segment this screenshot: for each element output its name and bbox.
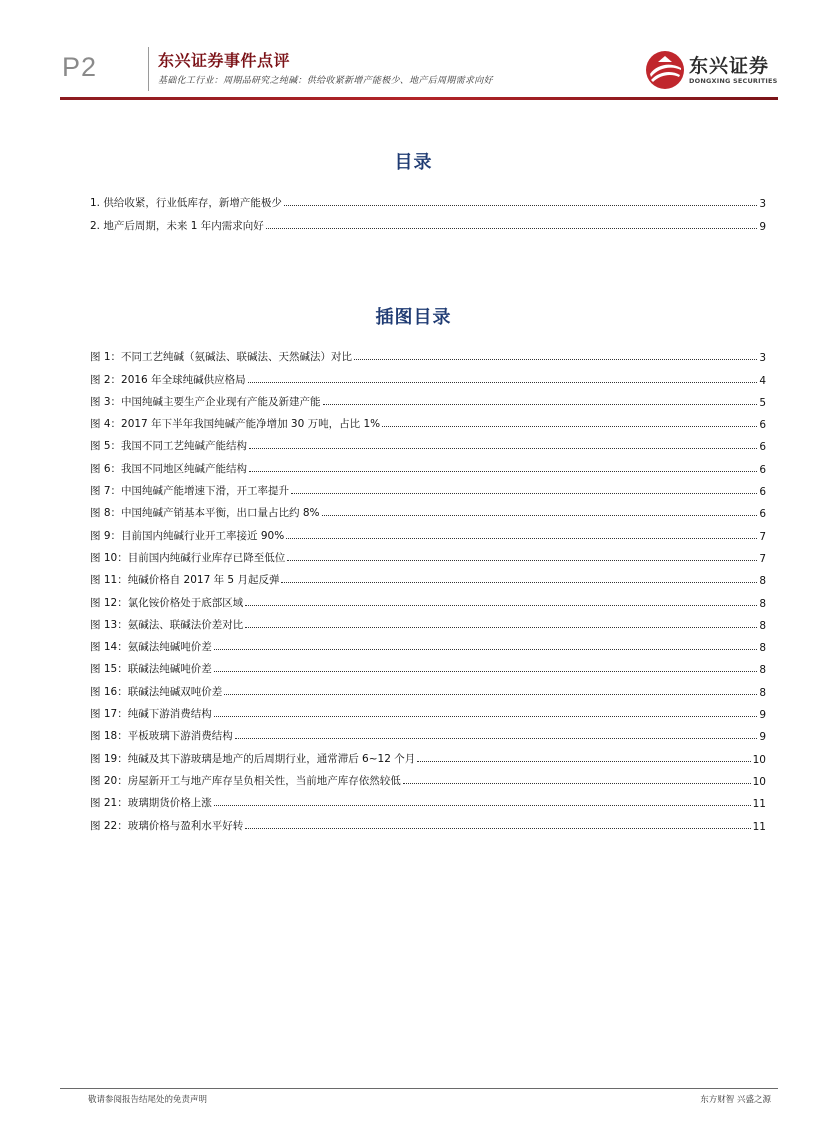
dot-leader xyxy=(245,605,757,606)
figure-entry-label: 图 16：联碱法纯碱双吨价差 xyxy=(90,685,223,698)
figure-entry-page: 5 xyxy=(759,396,766,409)
figure-entry[interactable] xyxy=(90,342,766,364)
figure-entry-page: 6 xyxy=(759,419,766,432)
dot-leader xyxy=(417,761,750,762)
figure-entry-label: 图 4：2017 年下半年我国纯碱产能净增加 30 万吨，占比 1% xyxy=(90,418,381,431)
figure-entry-label: 图 1：不同工艺纯碱（氨碱法、联碱法、天然碱法）对比 xyxy=(90,351,353,364)
dot-leader xyxy=(214,805,751,806)
figure-entry[interactable] xyxy=(90,453,766,475)
figure-entry-page: 6 xyxy=(759,463,766,476)
figure-entry-page: 8 xyxy=(759,597,766,610)
figure-entry-label: 图 20：房屋新开工与地产库存呈负相关性，当前地产库存依然较低 xyxy=(90,774,401,787)
dot-leader xyxy=(249,471,757,472)
figure-entry-label: 图 5：我国不同工艺纯碱产能结构 xyxy=(90,440,248,453)
toc-entry-page: 3 xyxy=(759,198,766,211)
toc-entry-label: 2. 地产后周期，未来 1 年内需求向好 xyxy=(90,219,264,232)
logo-text-cn: 东兴证券 xyxy=(689,55,770,77)
figure-entry-label: 图 22：玻璃价格与盈利水平好转 xyxy=(90,819,244,832)
toc-entry[interactable] xyxy=(90,210,766,232)
dot-leader xyxy=(354,359,757,360)
figure-entry[interactable] xyxy=(90,610,766,632)
figure-entry[interactable] xyxy=(90,676,766,698)
figure-entry-page: 4 xyxy=(759,374,766,387)
toc-list xyxy=(90,188,766,233)
figure-entry[interactable] xyxy=(90,431,766,453)
figure-entry-label: 图 9：目前国内纯碱行业开工率接近 90% xyxy=(90,529,285,542)
figure-entry-label: 图 19：纯碱及其下游玻璃是地产的后周期行业，通常滞后 6~12 个月 xyxy=(90,752,416,765)
figure-entry[interactable] xyxy=(90,699,766,721)
figure-entry[interactable] xyxy=(90,520,766,542)
footer-rule xyxy=(60,1088,778,1089)
dot-leader xyxy=(266,228,758,229)
figure-entry-page: 8 xyxy=(759,619,766,632)
page-number: P2 xyxy=(62,52,98,82)
figure-entry-label: 图 8：中国纯碱产销基本平衡，出口量占比约 8% xyxy=(90,507,320,520)
figures-title: 插图目录 xyxy=(375,307,452,328)
figure-entry-page: 8 xyxy=(759,664,766,677)
figure-entry[interactable] xyxy=(90,498,766,520)
figure-entry-page: 11 xyxy=(752,820,766,833)
figure-entry-label: 图 12：氯化铵价格处于底部区域 xyxy=(90,596,244,609)
dot-leader xyxy=(249,448,757,449)
dot-leader xyxy=(323,404,758,405)
figure-entry[interactable] xyxy=(90,632,766,654)
figure-entry[interactable] xyxy=(90,721,766,743)
figure-entry[interactable] xyxy=(90,587,766,609)
dot-leader xyxy=(214,671,758,672)
figure-entry[interactable] xyxy=(90,364,766,386)
report-subtitle: 基础化工行业：周期品研究之纯碱：供给收紧新增产能极少、地产后周期需求向好 xyxy=(158,76,493,86)
figure-entry-label: 图 10：目前国内纯碱行业库存已降至低位 xyxy=(90,551,286,564)
figure-entry-page: 9 xyxy=(759,709,766,722)
figure-entry-label: 图 18：平板玻璃下游消费结构 xyxy=(90,730,233,743)
figure-entry-label: 图 13：氨碱法、联碱法价差对比 xyxy=(90,618,244,631)
figure-entry-page: 9 xyxy=(759,731,766,744)
toc-entry-label: 1. 供给收紧，行业低库存，新增产能极少 xyxy=(90,197,282,210)
figure-entry[interactable] xyxy=(90,476,766,498)
toc-entry[interactable] xyxy=(90,188,766,210)
footer-slogan: 东方财智 兴盛之源 xyxy=(700,1095,771,1105)
toc-title: 目录 xyxy=(394,152,433,173)
figure-entry-label: 图 2：2016 年全球纯碱供应格局 xyxy=(90,373,246,386)
figure-entry-page: 6 xyxy=(759,508,766,521)
figure-entry[interactable] xyxy=(90,743,766,765)
figure-entry-page: 10 xyxy=(752,775,766,788)
figure-entry[interactable] xyxy=(90,766,766,788)
dot-leader xyxy=(224,694,757,695)
dot-leader xyxy=(248,382,758,383)
toc-entry-page: 9 xyxy=(759,220,766,233)
dot-leader xyxy=(322,515,758,516)
dot-leader xyxy=(284,205,757,206)
figure-entry[interactable] xyxy=(90,654,766,676)
dot-leader xyxy=(281,582,757,583)
dot-leader xyxy=(214,716,758,717)
header-rule xyxy=(60,97,778,100)
figure-entry[interactable] xyxy=(90,387,766,409)
dot-leader xyxy=(245,627,757,628)
footer-disclaimer: 敬请参阅报告结尾处的免责声明 xyxy=(88,1095,208,1105)
figure-entry[interactable] xyxy=(90,409,766,431)
figure-entry[interactable] xyxy=(90,810,766,832)
dot-leader xyxy=(214,649,758,650)
figure-entry-page: 7 xyxy=(759,530,766,543)
logo-emblem-icon xyxy=(645,50,685,90)
dot-leader xyxy=(286,538,757,539)
figure-entry-page: 8 xyxy=(759,686,766,699)
dot-leader xyxy=(235,738,758,739)
figure-entry[interactable] xyxy=(90,565,766,587)
company-logo xyxy=(645,50,777,90)
figure-entry-page: 10 xyxy=(752,753,766,766)
dot-leader xyxy=(382,426,757,427)
figure-entry-label: 图 15：联碱法纯碱吨价差 xyxy=(90,663,212,676)
dot-leader xyxy=(291,493,757,494)
figure-entry-page: 6 xyxy=(759,441,766,454)
figure-entry-label: 图 21：玻璃期货价格上涨 xyxy=(90,797,212,810)
dot-leader xyxy=(287,560,757,561)
figure-entry-label: 图 3：中国纯碱主要生产企业现有产能及新建产能 xyxy=(90,395,321,408)
logo-text-en: DONGXING SECURITIES xyxy=(689,77,778,85)
report-type-title: 东兴证券事件点评 xyxy=(158,51,291,70)
figure-entry-page: 7 xyxy=(759,552,766,565)
figure-entry-page: 11 xyxy=(752,798,766,811)
figure-entry[interactable] xyxy=(90,543,766,565)
figure-entry-page: 3 xyxy=(759,352,766,365)
figure-entry-label: 图 7：中国纯碱产能增速下滑，开工率提升 xyxy=(90,485,290,498)
dot-leader xyxy=(245,828,750,829)
header-divider xyxy=(148,47,149,91)
dot-leader xyxy=(403,783,751,784)
figure-entry-page: 6 xyxy=(759,486,766,499)
figures-list xyxy=(90,342,766,833)
figure-entry-label: 图 6：我国不同地区纯碱产能结构 xyxy=(90,462,248,475)
figure-entry-label: 图 14：氨碱法纯碱吨价差 xyxy=(90,641,212,654)
figure-entry-label: 图 11：纯碱价格自 2017 年 5 月起反弹 xyxy=(90,574,280,587)
figure-entry-page: 8 xyxy=(759,575,766,588)
figure-entry[interactable] xyxy=(90,788,766,810)
figure-entry-label: 图 17：纯碱下游消费结构 xyxy=(90,708,212,721)
figure-entry-page: 8 xyxy=(759,642,766,655)
